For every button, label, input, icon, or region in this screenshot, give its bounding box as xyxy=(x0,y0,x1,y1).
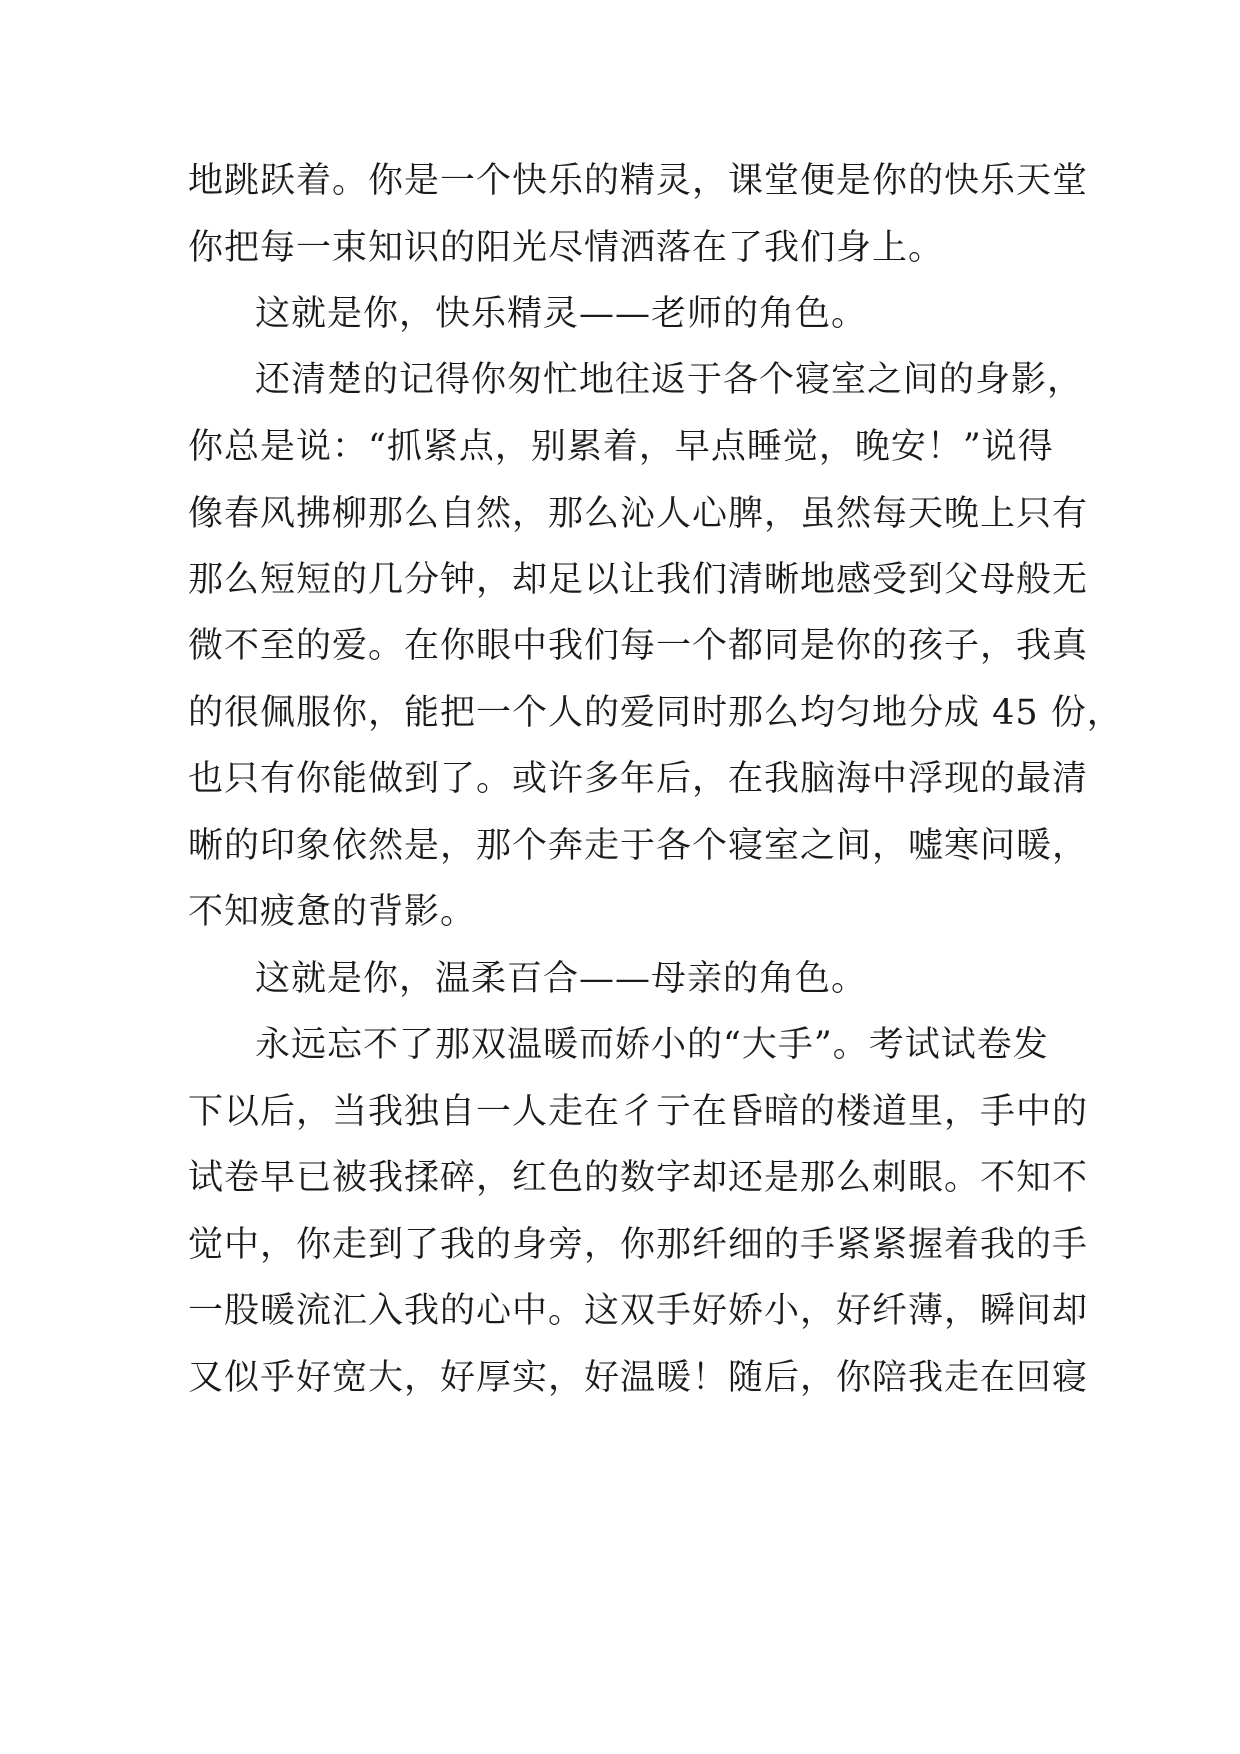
text-line: 你把每一束知识的阳光尽情洒落在了我们身上。 xyxy=(188,228,945,268)
text-line: 也只有你能做到了。或许多年后，在我脑海中浮现的最清 xyxy=(188,759,1089,799)
text-line: 这就是你，快乐精灵——老师的角色。 xyxy=(255,294,868,334)
text-line: 试卷早已被我揉碎，红色的数字却还是那么刺眼。不知不 xyxy=(188,1158,1089,1198)
text-line: 地跳跃着。你是一个快乐的精灵，课堂便是你的快乐天堂 xyxy=(188,161,1089,201)
text-line: 不知疲惫的背影。 xyxy=(188,892,477,932)
text-line: 还清楚的记得你匆忙地往返于各个寝室之间的身影， xyxy=(255,360,1084,400)
text-line: 微不至的爱。在你眼中我们每一个都同是你的孩子，我真 xyxy=(188,626,1089,666)
text-line: 那么短短的几分钟，却足以让我们清晰地感受到父母般无 xyxy=(188,560,1089,600)
text-line: 觉中，你走到了我的身旁，你那纤细的手紧紧握着我的手 xyxy=(188,1225,1089,1265)
text-line: 像春风拂柳那么自然，那么沁人心脾，虽然每天晚上只有 xyxy=(188,494,1089,534)
text-line: 永远忘不了那双温暖而娇小的“大手”。考试试卷发 xyxy=(255,1025,1049,1065)
text-line: 下以后，当我独自一人走在彳亍在昏暗的楼道里，手中的 xyxy=(188,1092,1089,1132)
text-line: 晰的印象依然是，那个奔走于各个寝室之间，嘘寒问暖， xyxy=(188,826,1089,866)
text-line: 又似乎好宽大，好厚实，好温暖！随后，你陪我走在回寝 xyxy=(188,1358,1089,1398)
text-line: 你总是说：“抓紧点，别累着，早点睡觉，晚安！”说得 xyxy=(188,427,1054,467)
text-line: 的很佩服你，能把一个人的爱同时那么均匀地分成 45 份， xyxy=(188,693,1123,733)
text-line: 这就是你，温柔百合——母亲的角色。 xyxy=(255,959,868,999)
text-line: 一股暖流汇入我的心中。这双手好娇小，好纤薄，瞬间却 xyxy=(188,1291,1089,1331)
